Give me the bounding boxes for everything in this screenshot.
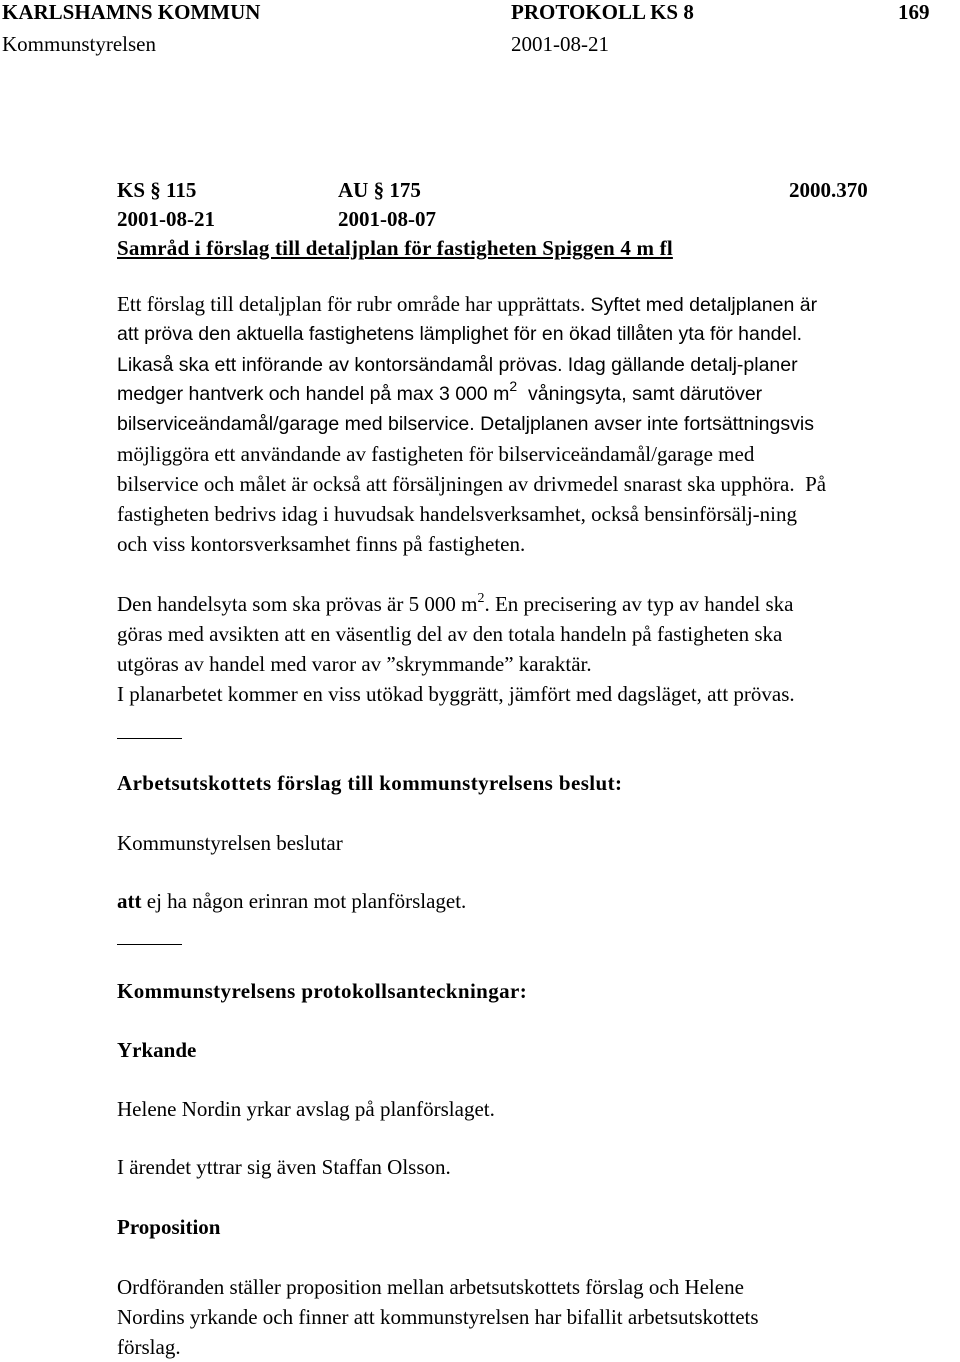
text-line: Den handelsyta som ska prövas är 5 000 $m^2$. En precisering av typ av handel ska: [117, 591, 794, 616]
au-date: 2001-08-07: [338, 207, 436, 231]
text-line: Nordins yrkande och finner att kommunstyrelsen har bifallit arbetsutskottets: [117, 1305, 759, 1329]
decision-text: att ej ha någon erinran mot planförslaget.: [117, 889, 467, 913]
text-line: utgöras av handel med varor av ”skrymmande” karaktär.: [117, 652, 592, 676]
proposition-paragraph: [117, 1272, 947, 1362]
separator-rule: [117, 738, 182, 739]
text-line: att pröva den aktuella fastighetens lämplighet för en ökad tillåten yta för handel.: [117, 323, 803, 345]
text-line: möjliggöra ett användande av fastigheten för bilserviceändamål/garage med: [117, 442, 755, 466]
text-line: bilserviceändamål/garage med bilservice. Detaljplanen avser inte fortsättningsvis: [117, 413, 814, 435]
ks-paragraph: KS § 115: [117, 178, 197, 202]
retail-area-paragraph: [117, 589, 947, 709]
text-line: fastigheten bedrivs idag i huvudsak handelsverksamhet, också bensinförsälj-ning: [117, 502, 797, 526]
ks-date: 2001-08-21: [117, 207, 215, 231]
au-paragraph: AU § 175: [338, 178, 421, 202]
text-line: göras med avsikten att en väsentlig del av den totala handeln på fastigheten ska: [117, 622, 783, 646]
text-line: I planarbetet kommer en viss utökad byggrätt, jämfört med dagsläget, att prövas.: [117, 682, 795, 706]
decision-intro: Kommunstyrelsen beslutar: [117, 831, 343, 855]
text-line: Ordföranden ställer proposition mellan arbetsutskottets förslag och Helene: [117, 1275, 744, 1299]
proposal-heading: Arbetsutskottets förslag till kommunstyrelsens beslut:: [117, 771, 623, 795]
meeting-date: 2001-08-21: [511, 32, 609, 56]
issuing-body: Kommunstyrelsen: [2, 32, 156, 56]
text-line: Likaså ska ett införande av kontorsändamål prövas. Idag gällande detalj-planer: [117, 354, 798, 376]
description-paragraph: [117, 289, 947, 559]
case-number: 2000.370: [789, 178, 868, 202]
document-title: PROTOKOLL KS 8: [511, 0, 694, 24]
text-line: bilservice och målet är också att försäljningen av drivmedel snarast ska upphöra. På: [117, 472, 827, 496]
text-line: medger hantverk och handel på max 3 000 $m^2$ våningsyta, samt därutöver: [117, 378, 763, 405]
proposition-heading: Proposition: [117, 1215, 221, 1239]
case-title: Samråd i förslag till detaljplan för fastigheten Spiggen 4 m fl: [117, 236, 673, 260]
separator-rule: [117, 944, 182, 945]
yrkande-heading: Yrkande: [117, 1038, 197, 1062]
notes-heading: Kommunstyrelsens protokollsanteckningar:: [117, 979, 528, 1003]
text-line: förslag.: [117, 1335, 181, 1359]
text-line: och viss kontorsverksamhet finns på fastigheten.: [117, 532, 526, 556]
yrkande-text: Helene Nordin yrkar avslag på planförslaget.: [117, 1097, 495, 1121]
text-line: Ett förslag till detaljplan för rubr område har upprättats. Syftet med detaljplanen är: [117, 292, 818, 316]
page-number: 169: [898, 0, 930, 24]
organization-name: KARLSHAMNS KOMMUN: [2, 0, 261, 24]
statement-text: I ärendet yttrar sig även Staffan Olsson.: [117, 1155, 451, 1179]
